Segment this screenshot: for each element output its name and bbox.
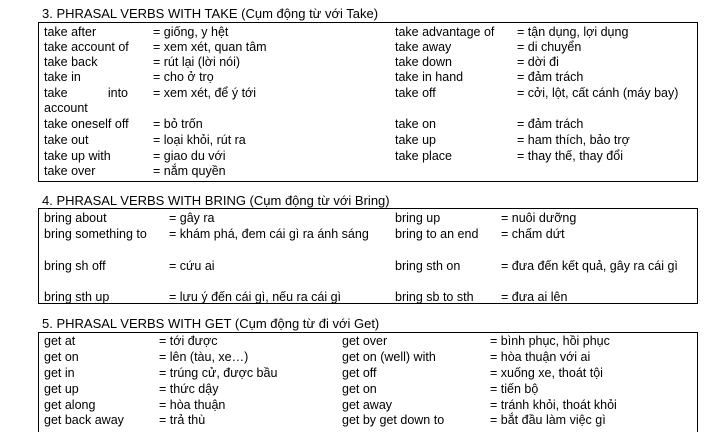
take-right-meaning-6: = đảm trách xyxy=(517,117,584,131)
get-section-title: 5. PHRASAL VERBS WITH GET (Cụm động từ đi với Get) xyxy=(42,316,380,331)
get-right-meaning-1: = bình phục, hồi phục xyxy=(490,334,610,348)
take-right-meaning-4: = đảm trách xyxy=(517,70,584,84)
take-left-verb-9: take over xyxy=(44,164,96,178)
take-right-verb-4: take in hand xyxy=(395,70,464,84)
get-left-verb-5: get along xyxy=(44,398,96,412)
bring-right-meaning-2: = chấm dứt xyxy=(501,227,565,241)
bring-right-verb-4: bring sb to sth xyxy=(395,290,474,304)
get-left-verb-6: get back away xyxy=(44,413,124,427)
take-section-title: 3. PHRASAL VERBS WITH TAKE (Cụm động từ với Take) xyxy=(42,6,379,21)
get-left-meaning-5: = hòa thuận xyxy=(159,398,226,412)
bring-left-meaning-4: = lưu ý đến cái gì, nếu ra cái gì xyxy=(169,290,342,304)
take-left-meaning-6: = bỏ trốn xyxy=(153,117,203,131)
take-left-verb-6: take oneself off xyxy=(44,117,129,131)
take-left-verb-3: take back xyxy=(44,55,98,69)
take-right-verb-8: take place xyxy=(395,149,452,163)
take-left-meaning-1: = giống, y hệt xyxy=(153,25,229,39)
get-left-meaning-1: = tới được xyxy=(159,334,218,348)
take-right-meaning-8: = thay thế, thay đổi xyxy=(517,149,623,163)
get-right-verb-2: get on (well) with xyxy=(342,350,436,364)
bring-left-verb-2: bring something to xyxy=(44,227,147,241)
bring-left-meaning-3: = cứu ai xyxy=(169,259,215,273)
take-left-meaning-2: = xem xét, quan tâm xyxy=(153,40,267,54)
get-right-verb-3: get off xyxy=(342,366,377,380)
bring-right-meaning-3: = đưa đến kết quả, gây ra cái gì xyxy=(501,259,678,273)
take-table xyxy=(38,22,698,182)
bring-left-verb-1: bring about xyxy=(44,211,107,225)
take-left-verb-8: take up with xyxy=(44,149,111,163)
bring-left-meaning-1: = gây ra xyxy=(169,211,215,225)
get-left-verb-3: get in xyxy=(44,366,75,380)
get-right-meaning-2: = hòa thuận với ai xyxy=(490,350,591,364)
get-left-verb-2: get on xyxy=(44,350,79,364)
get-left-meaning-2: = lên (tàu, xe…) xyxy=(159,350,249,364)
take-right-meaning-2: = di chuyển xyxy=(517,40,582,54)
bring-right-verb-2: bring to an end xyxy=(395,227,479,241)
bring-section-title: 4. PHRASAL VERBS WITH BRING (Cụm động từ với Bring) xyxy=(42,193,390,208)
get-left-meaning-6: = trả thù xyxy=(159,413,206,427)
bring-right-meaning-4: = đưa ai lên xyxy=(501,290,568,304)
get-right-meaning-5: = tránh khỏi, thoát khỏi xyxy=(490,398,617,412)
bring-table xyxy=(38,208,698,304)
get-right-verb-6: get by get down to xyxy=(342,413,445,427)
get-left-meaning-3: = trúng cử, được bầu xyxy=(159,366,278,380)
bring-right-verb-3: bring sth on xyxy=(395,259,461,273)
take-right-meaning-1: = tận dụng, lợi dụng xyxy=(517,25,629,39)
take-left-verb-5: take into account xyxy=(44,86,128,115)
get-right-meaning-3: = xuống xe, thoát tội xyxy=(490,366,603,380)
take-left-meaning-9: = nắm quyền xyxy=(153,164,226,178)
get-right-verb-4: get on xyxy=(342,382,377,396)
bring-right-meaning-1: = nuôi dưỡng xyxy=(501,211,577,225)
bring-right-verb-1: bring up xyxy=(395,211,441,225)
take-right-verb-5: take off xyxy=(395,86,436,100)
take-left-meaning-7: = loại khỏi, rút ra xyxy=(153,133,246,147)
get-right-verb-5: get away xyxy=(342,398,393,412)
take-right-meaning-7: = ham thích, bảo trợ xyxy=(517,133,630,147)
take-left-verb-7: take out xyxy=(44,133,89,147)
take-right-verb-3: take down xyxy=(395,55,452,69)
take-left-verb-4: take in xyxy=(44,70,81,84)
take-right-verb-1: take advantage of xyxy=(395,25,495,39)
get-left-verb-4: get up xyxy=(44,382,79,396)
get-right-verb-1: get over xyxy=(342,334,388,348)
take-right-verb-6: take on xyxy=(395,117,437,131)
take-right-verb-7: take up xyxy=(395,133,437,147)
take-right-meaning-5: = cởi, lột, cất cánh (máy bay) xyxy=(517,86,679,100)
get-right-meaning-4: = tiến bộ xyxy=(490,382,539,396)
bring-left-verb-3: bring sh off xyxy=(44,259,106,273)
get-left-meaning-4: = thức dậy xyxy=(159,382,219,396)
take-left-meaning-3: = rút lại (lời nói) xyxy=(153,55,241,69)
get-left-verb-1: get at xyxy=(44,334,76,348)
get-right-meaning-6: = bắt đầu làm việc gì xyxy=(490,413,606,427)
take-left-meaning-4: = cho ở trọ xyxy=(153,70,214,84)
take-left-meaning-5: = xem xét, để ý tới xyxy=(153,86,257,100)
bring-left-verb-4: bring sth up xyxy=(44,290,110,304)
take-right-meaning-3: = dời đi xyxy=(517,55,559,69)
take-left-verb-2: take account of xyxy=(44,40,129,54)
bring-left-meaning-2: = khám phá, đem cái gì ra ánh sáng xyxy=(169,227,369,241)
get-table xyxy=(38,332,698,432)
take-left-meaning-8: = giao du với xyxy=(153,149,226,163)
take-left-verb-1: take after xyxy=(44,25,97,39)
take-right-verb-2: take away xyxy=(395,40,452,54)
